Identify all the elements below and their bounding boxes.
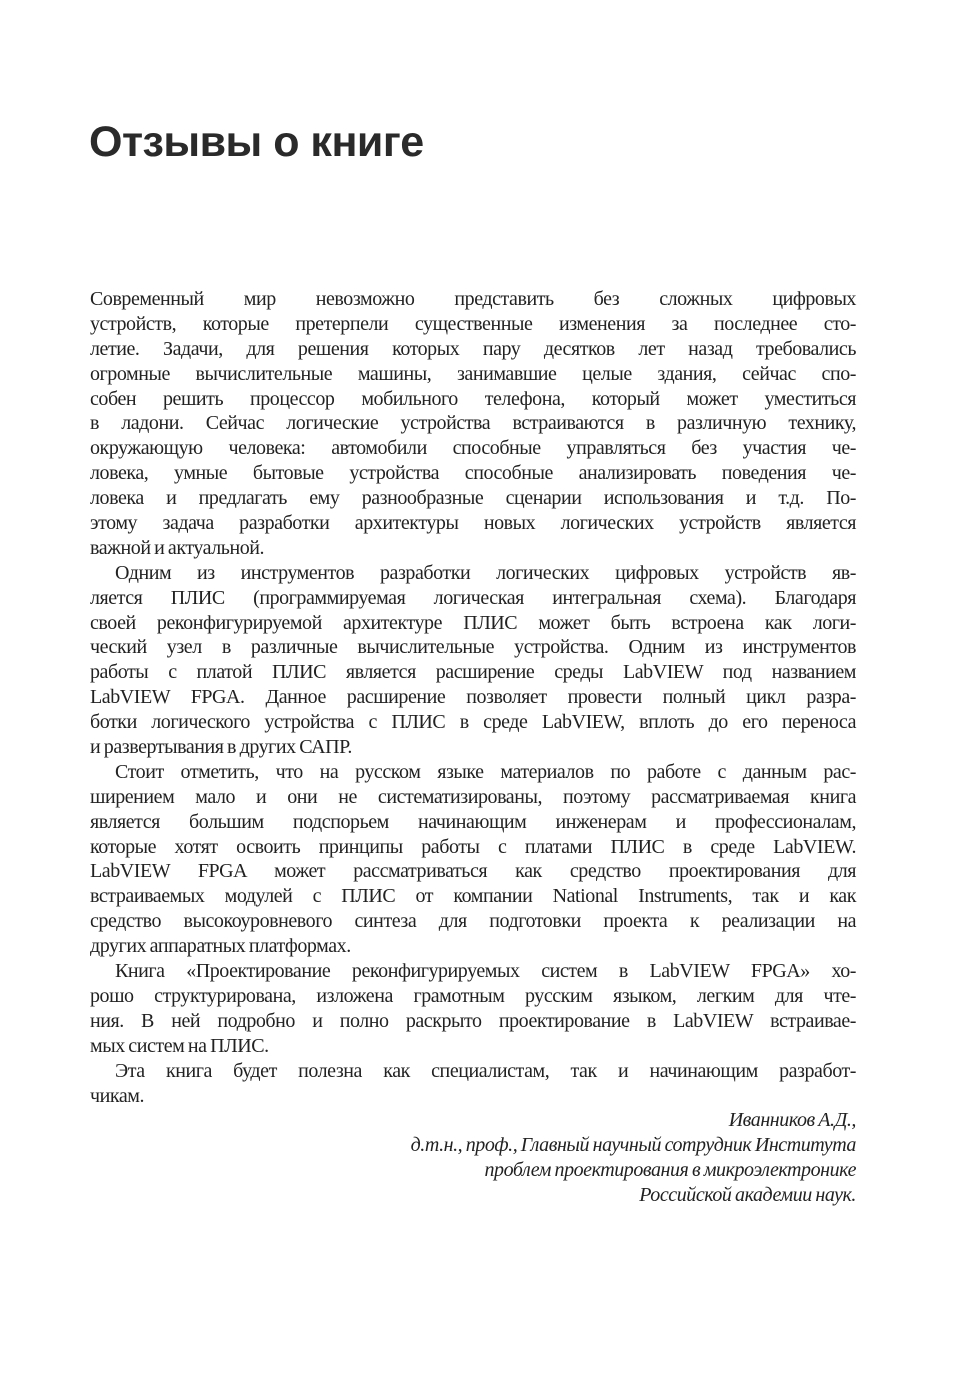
paragraph-5-line: чикам. [90, 1084, 145, 1107]
paragraph-1-line: окружающую человека: автомобили способные управляться без участия че- [90, 437, 856, 460]
paragraph-1-line: летие. Задачи, для решения которых пару десятков лет назад требовались [90, 337, 856, 360]
paragraph-1-line: собен решить процессор мобильного телефона, который может уместиться [90, 387, 856, 410]
paragraph-2-line: и развертывания в других САПР. [90, 736, 352, 759]
paragraph-3-line: которые хотят освоить принципы работы с платами ПЛИС в среде LabVIEW. [90, 835, 856, 858]
paragraph-3-line: ширением мало и они не систематизированы, поэтому рассматриваемая книга [90, 785, 856, 808]
paragraph-2-line: ляется ПЛИС (программируемая логическая интегральная схема). Благодаря [90, 586, 856, 609]
paragraph-5-line: Эта книга будет полезна как специалистам, так и начинающим разработ- [115, 1059, 856, 1082]
paragraph-2-line: своей реконфигурируемой архитектуре ПЛИС может быть встроена как логи- [90, 611, 856, 634]
paragraph-4-line: Книга «Проектирование реконфигурируемых систем в LabVIEW FPGA» хо- [115, 960, 856, 983]
signature-affiliation-line: проблем проектирования в микроэлектронике [484, 1159, 856, 1182]
paragraph-4-line: мых систем на ПЛИС. [90, 1034, 269, 1057]
paragraph-1-line: ловека, умные бытовые устройства способные анализировать поведения че- [90, 462, 856, 485]
signature-author: Иванников А.Д., [728, 1109, 856, 1132]
paragraph-3-line: встраиваемых модулей с ПЛИС от компании National Instruments, так и как [90, 885, 856, 908]
page-title: Отзывы о книге [89, 118, 424, 166]
paragraph-2-line: ботки логического устройства с ПЛИС в среде LabVIEW, вплоть до его переноса [90, 711, 856, 734]
paragraph-1-line: огромные вычислительные машины, занимавшие целые здания, сейчас спо- [90, 362, 856, 385]
signature-affiliation-line: д.т.н., проф., Главный научный сотрудник Института [410, 1134, 856, 1157]
paragraph-3-line: LabVIEW FPGA может рассматриваться как средство проектирования для [90, 860, 856, 883]
paragraph-2-line: работы с платой ПЛИС является расширение среды LabVIEW под названием [90, 661, 856, 684]
paragraph-1-line: важной и актуальной. [90, 536, 265, 559]
paragraph-3-line: Стоит отметить, что на русском языке материалов по работе с данным рас- [115, 760, 856, 783]
paragraph-2-line: ческий узел в различные вычислительные устройства. Одним из инструментов [90, 636, 856, 659]
paragraph-3-line: других аппаратных платформах. [90, 935, 351, 958]
review-text [90, 287, 856, 1208]
paragraph-1-line: Современный мир невозможно представить без сложных цифровых [90, 288, 856, 310]
signature-affiliation-line: Российской академии наук. [639, 1184, 856, 1207]
paragraph-4-line: рошо структурирована, изложена грамотным русским языком, легким для чте- [90, 984, 856, 1007]
paragraph-3-line: является большим подспорьем начинающим инженерам и профессионалам, [90, 810, 856, 833]
paragraph-1-line: устройств, которые претерпели существенные изменения за последнее сто- [90, 312, 856, 335]
paragraph-3-line: средство высокоуровневого синтеза для подготовки проекта к реализации на [90, 910, 856, 933]
paragraph-1-line: ловека и предлагать ему разнообразные сценарии использования и т.д. По- [90, 487, 856, 510]
paragraph-4-line: ния. В ней подробно и полно раскрыто проектирование в LabVIEW встраивае- [90, 1009, 856, 1032]
paragraph-2-line: LabVIEW FPGA. Данное расширение позволяет провести полный цикл разра- [90, 686, 856, 709]
paragraph-1-line: этому задача разработки архитектуры новых логических устройств является [90, 512, 856, 535]
paragraph-1-line: в ладони. Сейчас логические устройства встраиваются в различную технику, [90, 412, 856, 435]
paragraph-2-line: Одним из инструментов разработки логических цифровых устройств яв- [115, 561, 856, 584]
